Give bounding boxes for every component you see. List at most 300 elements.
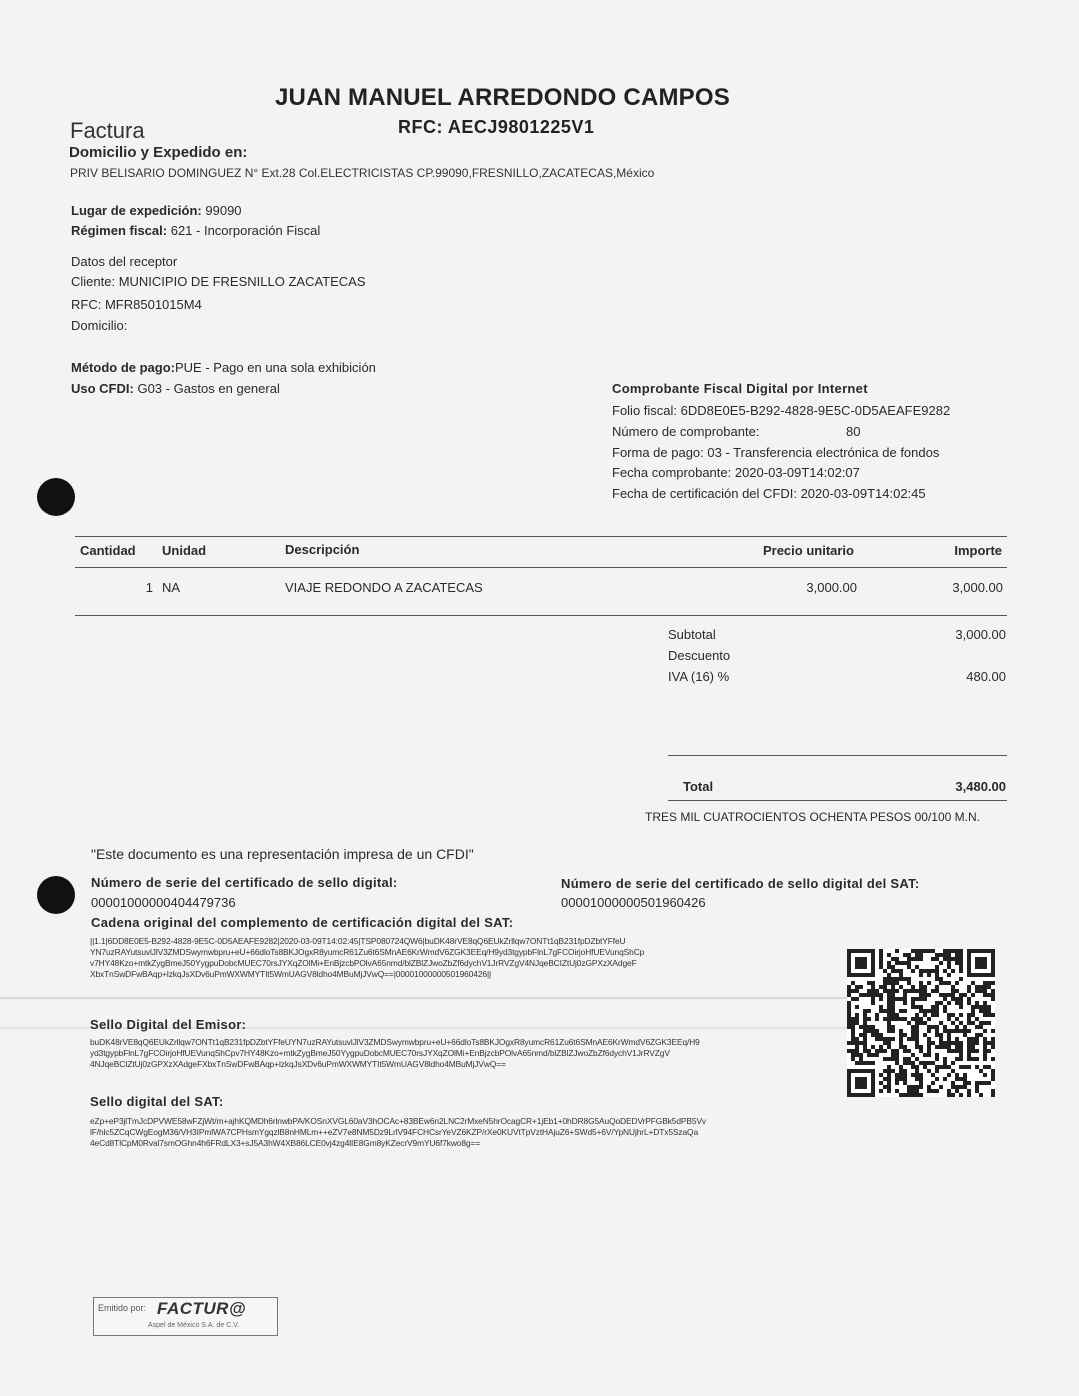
qr-module (883, 969, 887, 973)
qr-module (947, 993, 951, 997)
qr-module (887, 965, 891, 969)
representation-note: "Este documento es una representación impresa de un CFDI" (91, 846, 474, 862)
qr-module (991, 1089, 995, 1093)
qr-module (899, 1037, 903, 1041)
qr-module (911, 1001, 915, 1005)
sello-emisor (90, 1037, 835, 1070)
qr-module (903, 1061, 907, 1065)
qr-module (895, 989, 899, 993)
qr-module (911, 989, 915, 993)
qr-module (891, 1037, 895, 1041)
qr-module (987, 1021, 991, 1025)
qr-module (927, 1041, 931, 1045)
qr-module (963, 1077, 967, 1081)
qr-module (887, 953, 891, 957)
qr-module (871, 989, 875, 993)
qr-module (855, 1021, 859, 1025)
qr-module (891, 997, 895, 1001)
qr-module (983, 1049, 987, 1053)
qr-module (887, 1001, 891, 1005)
qr-module (927, 1085, 931, 1089)
qr-module (959, 969, 963, 973)
qr-module (895, 1073, 899, 1077)
qr-module (895, 949, 899, 953)
qr-module (947, 1049, 951, 1053)
qr-module (991, 1013, 995, 1017)
qr-module (951, 985, 955, 989)
qr-module (871, 981, 875, 985)
qr-module (919, 957, 923, 961)
qr-module (899, 1017, 903, 1021)
qr-module (947, 1093, 951, 1097)
qr-module (955, 1085, 959, 1089)
qr-module (907, 961, 911, 965)
qr-module (903, 989, 907, 993)
qr-module (959, 977, 963, 981)
qr-module (935, 977, 939, 981)
qr-module (935, 985, 939, 989)
emitido-por-stamp (93, 1297, 278, 1336)
qr-module (963, 1033, 967, 1037)
qr-module (943, 953, 947, 957)
qr-module (967, 1053, 971, 1057)
qr-module (879, 961, 883, 965)
qr-module (915, 1045, 919, 1049)
qr-module (943, 1065, 947, 1069)
qr-module (943, 969, 947, 973)
qr-module (975, 1065, 979, 1069)
qr-module (895, 1077, 899, 1081)
qr-module (919, 989, 923, 993)
scan-line (0, 997, 860, 999)
header-unidad: Unidad (162, 543, 207, 558)
sello-emisor-line: 4NJqeBCIZtUj0zGPXzXAdgeFXbxTnSwDFwBAqp+lzkqJsXDv6uPmWXWMYTIt5WmUAGV8ldho4MBuMjJVwQ== (90, 1059, 506, 1069)
qr-module (867, 1025, 871, 1029)
qr-module (979, 1009, 983, 1013)
qr-module (923, 1053, 927, 1057)
qr-module (899, 997, 903, 1001)
qr-module (883, 1069, 887, 1073)
qr-module (919, 1061, 923, 1065)
qr-module (863, 1041, 867, 1045)
qr-module (883, 1017, 887, 1021)
qr-module (975, 985, 979, 989)
qr-module (955, 1025, 959, 1029)
qr-module (879, 997, 883, 1001)
stamp-prefix: Emitido por: (98, 1303, 147, 1313)
qr-module (899, 977, 903, 981)
qr-module (907, 981, 911, 985)
qr-module (899, 1041, 903, 1045)
qr-module (959, 1013, 963, 1017)
qr-module (987, 1009, 991, 1013)
qr-module (911, 1093, 915, 1097)
qr-module (943, 1057, 947, 1061)
header-cantidad: Cantidad (80, 543, 136, 558)
qr-module (947, 1029, 951, 1033)
qr-module (935, 1029, 939, 1033)
qr-module (899, 1065, 903, 1069)
regimen-value: 621 - Incorporación Fiscal (170, 223, 321, 238)
qr-module (975, 989, 979, 993)
qr-module (939, 977, 943, 981)
qr-module (863, 1025, 867, 1029)
qr-module (871, 997, 875, 1001)
qr-module (979, 989, 983, 993)
qr-module (947, 961, 951, 965)
qr-module (955, 953, 959, 957)
qr-module (967, 1049, 971, 1053)
qr-module (923, 949, 927, 953)
qr-module (851, 1017, 855, 1021)
qr-module (875, 989, 879, 993)
qr-module (983, 1053, 987, 1057)
qr-module (895, 1013, 899, 1017)
qr-module (847, 1049, 851, 1053)
qr-module (879, 1005, 883, 1009)
qr-module (915, 1073, 919, 1077)
qr-module (899, 1069, 903, 1073)
qr-module (951, 949, 955, 953)
qr-module (947, 1065, 951, 1069)
qr-module (927, 993, 931, 997)
qr-module (947, 1089, 951, 1093)
qr-module (891, 985, 895, 989)
qr-module (983, 1029, 987, 1033)
qr-module (875, 1013, 879, 1017)
qr-module (939, 953, 943, 957)
qr-module (863, 1017, 867, 1021)
qr-module (919, 1045, 923, 1049)
qr-module (991, 1029, 995, 1033)
sello-emisor-line: yd3tgypbFlnL7gFCOirjoHfUEVunqShCpv7HY48Kzo+mtkZygBmeJ50YygpuDobcMUEC70rsJYXqZOlMi+EnBjzcbPOlvA65nmd/blZBlZJwoZbZf6dychV1JrRVZgV (90, 1048, 670, 1058)
qr-module (947, 1013, 951, 1017)
serie-label: Número de serie del certificado de sello digital: (91, 875, 398, 890)
numero-comprobante-value: 80 (846, 424, 861, 439)
qr-module (891, 981, 895, 985)
qr-module (955, 1045, 959, 1049)
qr-module (899, 961, 903, 965)
qr-module (991, 997, 995, 1001)
qr-module (915, 1077, 919, 1081)
iva-value: 480.00 (966, 669, 1006, 684)
qr-module (851, 1037, 855, 1041)
qr-module (875, 1053, 879, 1057)
qr-module (895, 1061, 899, 1065)
qr-module (887, 1065, 891, 1069)
qr-module (911, 957, 915, 961)
qr-module (851, 1033, 855, 1037)
qr-module (903, 1045, 907, 1049)
qr-module (959, 957, 963, 961)
qr-module (971, 1009, 975, 1013)
domicilio-value: PRIV BELISARIO DOMINGUEZ N° Ext.28 Col.ELECTRICISTAS CP.99090,FRESNILLO,ZACATECAS,México (70, 166, 655, 180)
qr-module (967, 1093, 971, 1097)
qr-module (879, 993, 883, 997)
qr-module (887, 1025, 891, 1029)
qr-module (919, 1009, 923, 1013)
qr-module (915, 1029, 919, 1033)
qr-module (919, 953, 923, 957)
qr-module (915, 1085, 919, 1089)
qr-module (887, 1013, 891, 1017)
qr-module (911, 1053, 915, 1057)
qr-module (967, 1037, 971, 1041)
qr-module (975, 1081, 979, 1085)
qr-module (975, 1049, 979, 1053)
qr-module (923, 985, 927, 989)
qr-module (895, 1053, 899, 1057)
sello-sat-line: 4eCd8TlCpM0Rval7smOGhn4h6FRdLX3+sJ5A3hW4XB86LCE0vj4zg4lIE8Gm8yKZecrV9mYU6f7kwo8g== (90, 1138, 481, 1148)
qr-module (927, 1009, 931, 1013)
qr-module (939, 981, 943, 985)
qr-module (939, 1065, 943, 1069)
qr-module (935, 989, 939, 993)
qr-module (959, 1057, 963, 1061)
qr-module (963, 993, 967, 997)
qr-module (903, 1093, 907, 1097)
qr-module (867, 981, 871, 985)
qr-module (931, 957, 935, 961)
qr-module (979, 985, 983, 989)
qr-module (935, 1001, 939, 1005)
qr-module (951, 1021, 955, 1025)
metodo-pago (71, 360, 376, 375)
uso-label: Uso CFDI: (71, 381, 134, 396)
qr-module (855, 1061, 859, 1065)
qr-module (915, 949, 919, 953)
qr-module (951, 969, 955, 973)
cadena-line: ||1.1|6DD8E0E5-B292-4828-9E5C-0D5AEAFE9282|2020-03-09T14:02:45|TSP080724QW6|buDK48rVE8qQ6EUkZrllqw7ONTt1qB231fpDZbtYFfeU (90, 936, 626, 946)
qr-module (851, 1025, 855, 1029)
qr-module (863, 1037, 867, 1041)
qr-module (903, 1049, 907, 1053)
qr-module (883, 1077, 887, 1081)
qr-module (947, 957, 951, 961)
qr-module (991, 1073, 995, 1077)
qr-module (967, 1089, 971, 1093)
qr-module (903, 1009, 907, 1013)
qr-module (907, 957, 911, 961)
qr-module (955, 1037, 959, 1041)
qr-module (887, 1021, 891, 1025)
qr-module (907, 1049, 911, 1053)
qr-module (951, 993, 955, 997)
qr-module (911, 969, 915, 973)
qr-module (923, 997, 927, 1001)
qr-module (927, 1069, 931, 1073)
sello-emisor-label: Sello Digital del Emisor: (90, 1017, 247, 1032)
qr-module (983, 985, 987, 989)
qr-module (895, 1057, 899, 1061)
qr-module (879, 1045, 883, 1049)
qr-module (935, 1065, 939, 1069)
qr-module (907, 1021, 911, 1025)
qr-module (891, 993, 895, 997)
qr-module (963, 1085, 967, 1089)
qr-module (911, 1005, 915, 1009)
qr-module (859, 993, 863, 997)
qr-module (983, 1013, 987, 1017)
qr-module (919, 1005, 923, 1009)
qr-module (911, 1065, 915, 1069)
lugar-label: Lugar de expedición: (71, 203, 202, 218)
qr-module (859, 1033, 863, 1037)
qr-module (967, 1013, 971, 1017)
qr-module (919, 985, 923, 989)
qr-module (903, 1077, 907, 1081)
qr-module (979, 1069, 983, 1073)
qr-module (855, 989, 859, 993)
qr-module (927, 1061, 931, 1065)
qr-module (859, 1057, 863, 1061)
qr-module (947, 1001, 951, 1005)
qr-module (915, 1005, 919, 1009)
qr-module (963, 1073, 967, 1077)
qr-module (907, 1037, 911, 1041)
qr-module (887, 973, 891, 977)
qr-module (891, 989, 895, 993)
qr-module (879, 953, 883, 957)
qr-module (959, 961, 963, 965)
qr-module (891, 1001, 895, 1005)
qr-module (959, 1053, 963, 1057)
qr-module (931, 989, 935, 993)
qr-module (919, 1049, 923, 1053)
qr-module (959, 1041, 963, 1045)
metodo-label: Método de pago: (71, 360, 175, 375)
qr-module (951, 997, 955, 1001)
qr-module (867, 1053, 871, 1057)
qr-module (891, 977, 895, 981)
qr-module (979, 1021, 983, 1025)
qr-module (915, 1089, 919, 1093)
qr-module (959, 1077, 963, 1081)
cfdi-title: Comprobante Fiscal Digital por Internet (612, 381, 868, 396)
qr-module (875, 1017, 879, 1021)
qr-module (871, 1025, 875, 1029)
qr-module (883, 985, 887, 989)
qr-module (935, 1013, 939, 1017)
qr-module (931, 1009, 935, 1013)
qr-module (971, 1045, 975, 1049)
qr-module (975, 1033, 979, 1037)
qr-module (883, 981, 887, 985)
qr-module (891, 1057, 895, 1061)
qr-module (927, 1017, 931, 1021)
qr-module (975, 1041, 979, 1045)
qr-module (935, 957, 939, 961)
qr-module (983, 1057, 987, 1061)
qr-module (923, 1061, 927, 1065)
qr-module (955, 1029, 959, 1033)
qr-module (951, 1013, 955, 1017)
qr-module (951, 957, 955, 961)
qr-module (855, 1041, 859, 1045)
qr-module (975, 1005, 979, 1009)
qr-module (903, 1017, 907, 1021)
uso-value: G03 - Gastos en general (137, 381, 280, 396)
qr-module (887, 1029, 891, 1033)
qr-module (907, 1089, 911, 1093)
qr-module (947, 973, 951, 977)
qr-module (911, 949, 915, 953)
qr-module (935, 1009, 939, 1013)
qr-module (895, 957, 899, 961)
qr-module (979, 1025, 983, 1029)
qr-module (959, 949, 963, 953)
cadena-original (90, 936, 835, 980)
qr-module (919, 1093, 923, 1097)
qr-module (979, 1033, 983, 1037)
qr-module (983, 989, 987, 993)
qr-module (911, 1033, 915, 1037)
qr-module (855, 1053, 859, 1057)
qr-module (935, 1005, 939, 1009)
qr-module (875, 1037, 879, 1041)
qr-module (911, 985, 915, 989)
qr-module (959, 1029, 963, 1033)
qr-module (959, 953, 963, 957)
qr-module (879, 1049, 883, 1053)
qr-module (951, 1093, 955, 1097)
qr-module (907, 1061, 911, 1065)
qr-module (927, 949, 931, 953)
qr-module (903, 1069, 907, 1073)
qr-module (927, 1089, 931, 1093)
qr-module (967, 989, 971, 993)
qr-module (935, 1057, 939, 1061)
qr-module (867, 1049, 871, 1053)
qr-module (955, 1073, 959, 1077)
qr-module (895, 1089, 899, 1093)
qr-module (887, 1057, 891, 1061)
qr-module (911, 1029, 915, 1033)
qr-module (859, 985, 863, 989)
qr-module (875, 1033, 879, 1037)
cliente (71, 274, 366, 289)
receptor-rfc-label: RFC: (71, 297, 102, 312)
qr-module (947, 953, 951, 957)
qr-module (887, 989, 891, 993)
qr-module (847, 989, 851, 993)
qr-module (923, 969, 927, 973)
qr-module (963, 1065, 967, 1069)
qr-module (903, 997, 907, 1001)
qr-module (979, 1005, 983, 1009)
qr-module (955, 1041, 959, 1045)
qr-module (907, 965, 911, 969)
qr-module (891, 1029, 895, 1033)
qr-module (947, 981, 951, 985)
totals-lower-rule (668, 800, 1007, 801)
qr-module (887, 997, 891, 1001)
qr-module (939, 961, 943, 965)
qr-module (907, 1085, 911, 1089)
qr-module (915, 1069, 919, 1073)
qr-module (859, 1053, 863, 1057)
qr-module (927, 973, 931, 977)
qr-module (919, 981, 923, 985)
qr-module (975, 1089, 979, 1093)
row-importe: 3,000.00 (952, 580, 1003, 595)
qr-module (987, 981, 991, 985)
qr-module (943, 957, 947, 961)
row-precio: 3,000.00 (806, 580, 857, 595)
qr-module (987, 985, 991, 989)
qr-module (923, 1033, 927, 1037)
qr-module (979, 1093, 983, 1097)
